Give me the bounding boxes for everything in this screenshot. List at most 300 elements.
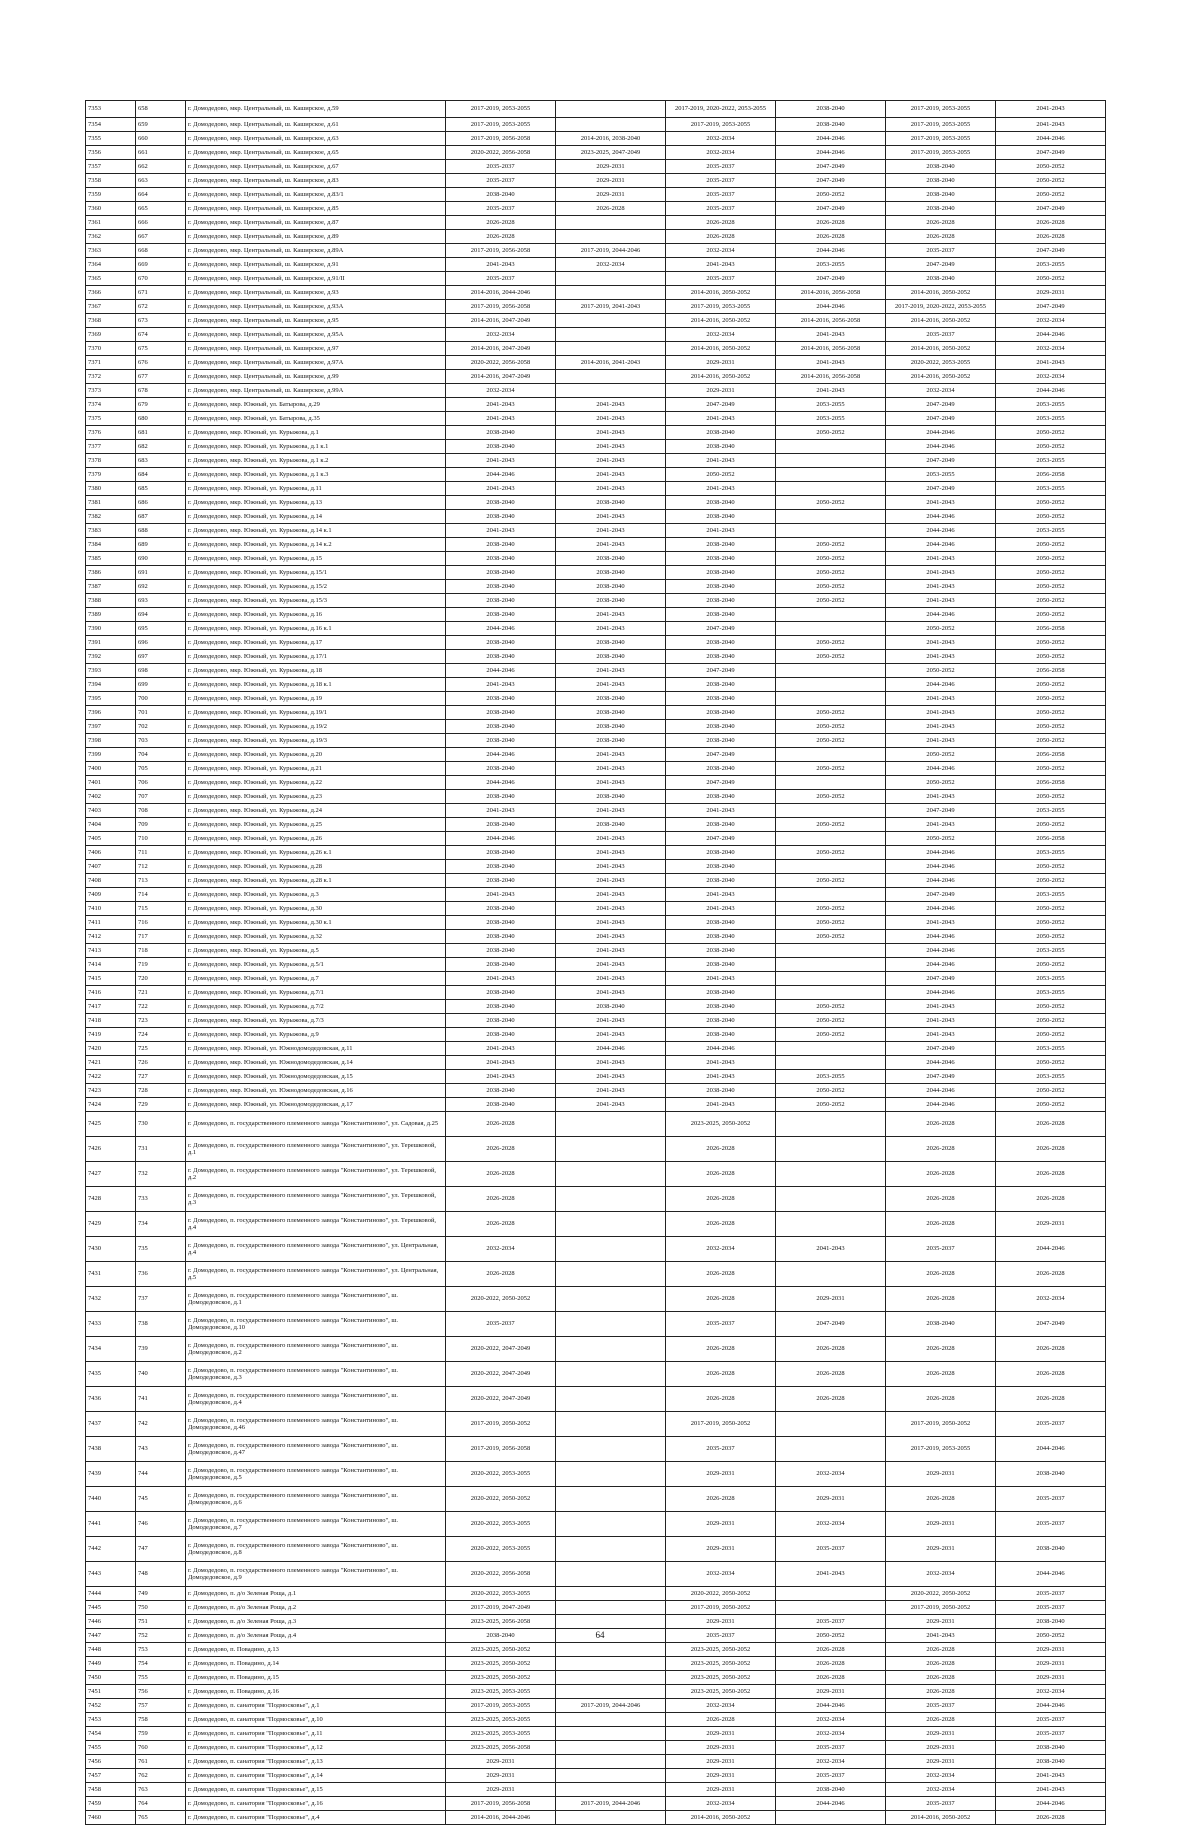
cell-period-2: 2041-2043 — [556, 748, 666, 762]
cell-period-6: 2047-2049 — [996, 300, 1106, 314]
cell-period-1: 2026-2028 — [446, 1187, 556, 1212]
cell-period-6: 2050-2052 — [996, 1000, 1106, 1014]
cell-address: г. Домодедово, мкр. Южный, ул. Курыжова, д.23 — [186, 790, 446, 804]
cell-period-6: 2050-2052 — [996, 818, 1106, 832]
cell-address: г. Домодедово, п. санатория "Подмосковье", д.14 — [186, 1769, 446, 1783]
cell-period-5: 2044-2046 — [886, 440, 996, 454]
cell-period-2: 2038-2040 — [556, 496, 666, 510]
cell-period-1: 2017-2019, 2047-2049 — [446, 1601, 556, 1615]
cell-row-number: 7433 — [86, 1312, 136, 1337]
cell-period-1: 2038-2040 — [446, 986, 556, 1000]
cell-address: г. Домодедово, мкр. Южный, ул. Курыжова, д.19/1 — [186, 706, 446, 720]
table-row — [86, 132, 1106, 146]
cell-period-4 — [776, 804, 886, 818]
table-row — [86, 272, 1106, 286]
cell-period-1: 2038-2040 — [446, 636, 556, 650]
cell-period-2: 2041-2043 — [556, 986, 666, 1000]
cell-period-6: 2053-2055 — [996, 258, 1106, 272]
cell-address: г. Домодедово, мкр. Центральный, ш. Каширское, д.65 — [186, 146, 446, 160]
cell-period-1: 2038-2040 — [446, 720, 556, 734]
cell-period-6: 2044-2046 — [996, 1562, 1106, 1587]
cell-row-number: 7377 — [86, 440, 136, 454]
cell-item-number: 737 — [136, 1287, 186, 1312]
table-row — [86, 566, 1106, 580]
cell-row-number: 7425 — [86, 1112, 136, 1137]
table-row — [86, 146, 1106, 160]
cell-row-number: 7362 — [86, 230, 136, 244]
cell-period-1: 2029-2031 — [446, 1769, 556, 1783]
cell-row-number: 7392 — [86, 650, 136, 664]
cell-address: г. Домодедово, мкр. Южный, ул. Курыжова, д.14 к.1 — [186, 524, 446, 538]
cell-period-3: 2038-2040 — [666, 440, 776, 454]
cell-item-number: 700 — [136, 692, 186, 706]
cell-item-number: 665 — [136, 202, 186, 216]
cell-period-4: 2047-2049 — [776, 174, 886, 188]
cell-period-1: 2044-2046 — [446, 664, 556, 678]
cell-period-4: 2014-2016, 2056-2058 — [776, 286, 886, 300]
cell-item-number: 721 — [136, 986, 186, 1000]
cell-address: г. Домодедово, мкр. Южный, ул. Курыжова, д.25 — [186, 818, 446, 832]
cell-period-4 — [776, 678, 886, 692]
cell-period-2 — [556, 272, 666, 286]
cell-period-6: 2050-2052 — [996, 188, 1106, 202]
table-row — [86, 524, 1106, 538]
cell-period-4: 2053-2055 — [776, 1070, 886, 1084]
cell-period-5: 2044-2046 — [886, 608, 996, 622]
cell-period-3: 2029-2031 — [666, 1537, 776, 1562]
cell-period-1: 2020-2022, 2047-2049 — [446, 1337, 556, 1362]
cell-row-number: 7380 — [86, 482, 136, 496]
cell-period-6: 2050-2052 — [996, 650, 1106, 664]
table-row — [86, 1437, 1106, 1462]
cell-period-2: 2029-2031 — [556, 188, 666, 202]
cell-row-number: 7459 — [86, 1797, 136, 1811]
cell-period-2: 2041-2043 — [556, 1084, 666, 1098]
cell-period-5: 2038-2040 — [886, 202, 996, 216]
cell-period-5: 2017-2019, 2050-2052 — [886, 1601, 996, 1615]
cell-item-number: 708 — [136, 804, 186, 818]
cell-item-number: 741 — [136, 1387, 186, 1412]
cell-item-number: 687 — [136, 510, 186, 524]
cell-period-5: 2014-2016, 2050-2052 — [886, 1811, 996, 1825]
cell-row-number: 7426 — [86, 1137, 136, 1162]
cell-period-1: 2038-2040 — [446, 538, 556, 552]
cell-period-6: 2053-2055 — [996, 454, 1106, 468]
cell-period-6: 2056-2058 — [996, 832, 1106, 846]
cell-period-3: 2014-2016, 2050-2052 — [666, 314, 776, 328]
cell-period-4 — [776, 1042, 886, 1056]
cell-address: г. Домодедово, п. государственного племенного завода "Константиново", ул. Терешковой, д.4 — [186, 1212, 446, 1237]
cell-period-1: 2023-2025, 2050-2052 — [446, 1643, 556, 1657]
cell-period-5: 2044-2046 — [886, 1098, 996, 1112]
cell-period-1: 2038-2040 — [446, 916, 556, 930]
cell-address: г. Домодедово, мкр. Центральный, ш. Каширское, д.83 — [186, 174, 446, 188]
cell-period-4 — [776, 958, 886, 972]
cell-item-number: 674 — [136, 328, 186, 342]
table-row — [86, 734, 1106, 748]
cell-period-3: 2038-2040 — [666, 720, 776, 734]
cell-period-1: 2038-2040 — [446, 1084, 556, 1098]
table-row — [86, 650, 1106, 664]
cell-period-6: 2053-2055 — [996, 804, 1106, 818]
cell-period-3: 2014-2016, 2050-2052 — [666, 286, 776, 300]
cell-period-1: 2026-2028 — [446, 1162, 556, 1187]
cell-period-6: 2050-2052 — [996, 608, 1106, 622]
cell-period-5: 2047-2049 — [886, 1070, 996, 1084]
cell-period-4: 2026-2028 — [776, 1643, 886, 1657]
table-row — [86, 412, 1106, 426]
cell-address: г. Домодедово, мкр. Южный, ул. Курыжова, д.26 к.1 — [186, 846, 446, 860]
cell-period-6: 2035-2037 — [996, 1512, 1106, 1537]
cell-period-6: 2029-2031 — [996, 1212, 1106, 1237]
cell-item-number: 736 — [136, 1262, 186, 1287]
cell-period-2 — [556, 1262, 666, 1287]
cell-period-2 — [556, 384, 666, 398]
cell-period-5: 2050-2052 — [886, 664, 996, 678]
cell-period-6: 2050-2052 — [996, 160, 1106, 174]
cell-period-3: 2032-2034 — [666, 244, 776, 258]
cell-period-6: 2050-2052 — [996, 692, 1106, 706]
cell-period-6: 2044-2046 — [996, 1699, 1106, 1713]
cell-period-5: 2038-2040 — [886, 272, 996, 286]
cell-period-4: 2044-2046 — [776, 1699, 886, 1713]
cell-period-6: 2026-2028 — [996, 1811, 1106, 1825]
cell-address: г. Домодедово, мкр. Южный, ул. Курыжова, д.26 — [186, 832, 446, 846]
cell-period-6: 2050-2052 — [996, 426, 1106, 440]
cell-address: г. Домодедово, мкр. Центральный, ш. Каширское, д.97 — [186, 342, 446, 356]
cell-period-5: 2047-2049 — [886, 888, 996, 902]
cell-period-4 — [776, 524, 886, 538]
cell-row-number: 7396 — [86, 706, 136, 720]
cell-item-number: 677 — [136, 370, 186, 384]
cell-period-1: 2017-2019, 2056-2058 — [446, 1437, 556, 1462]
cell-address: г. Домодедово, мкр. Южный, ул. Курыжова, д.11 — [186, 482, 446, 496]
cell-period-3: 2017-2019, 2020-2022, 2053-2055 — [666, 101, 776, 118]
cell-period-1: 2038-2040 — [446, 902, 556, 916]
cell-row-number: 7435 — [86, 1362, 136, 1387]
table-row — [86, 216, 1106, 230]
cell-period-1: 2023-2025, 2053-2055 — [446, 1685, 556, 1699]
cell-period-4 — [776, 1212, 886, 1237]
table-row — [86, 1783, 1106, 1797]
cell-row-number: 7410 — [86, 902, 136, 916]
cell-period-3: 2050-2052 — [666, 468, 776, 482]
cell-period-2 — [556, 118, 666, 132]
cell-period-6: 2038-2040 — [996, 1755, 1106, 1769]
cell-item-number: 715 — [136, 902, 186, 916]
cell-period-5: 2035-2037 — [886, 1797, 996, 1811]
cell-period-1: 2038-2040 — [446, 594, 556, 608]
cell-period-2: 2038-2040 — [556, 636, 666, 650]
cell-address: г. Домодедово, мкр. Центральный, ш. Каширское, д.95А — [186, 328, 446, 342]
cell-address: г. Домодедово, п. Повадино, д.16 — [186, 1685, 446, 1699]
cell-row-number: 7406 — [86, 846, 136, 860]
cell-period-6: 2038-2040 — [996, 1537, 1106, 1562]
cell-period-3: 2038-2040 — [666, 790, 776, 804]
cell-period-4: 2050-2052 — [776, 538, 886, 552]
cell-period-3: 2038-2040 — [666, 594, 776, 608]
cell-period-1: 2026-2028 — [446, 230, 556, 244]
cell-period-1: 2020-2022, 2050-2052 — [446, 1487, 556, 1512]
cell-period-2 — [556, 1713, 666, 1727]
cell-period-6: 2053-2055 — [996, 1042, 1106, 1056]
table-row — [86, 1643, 1106, 1657]
cell-row-number: 7453 — [86, 1713, 136, 1727]
table-row — [86, 230, 1106, 244]
cell-address: г. Домодедово, мкр. Южный, ул. Курыжова, д.30 к.1 — [186, 916, 446, 930]
cell-row-number: 7437 — [86, 1412, 136, 1437]
cell-period-5: 2029-2031 — [886, 1755, 996, 1769]
cell-item-number: 694 — [136, 608, 186, 622]
cell-period-3: 2038-2040 — [666, 1028, 776, 1042]
cell-period-4: 2050-2052 — [776, 650, 886, 664]
cell-row-number: 7360 — [86, 202, 136, 216]
cell-address: г. Домодедово, п. государственного племенного завода "Константиново", ш. Домодедовское, д.47 — [186, 1437, 446, 1462]
cell-period-4: 2026-2028 — [776, 216, 886, 230]
table-row — [86, 1042, 1106, 1056]
cell-period-4: 2047-2049 — [776, 202, 886, 216]
cell-item-number: 684 — [136, 468, 186, 482]
cell-period-5: 2017-2019, 2053-2055 — [886, 1437, 996, 1462]
cell-row-number: 7413 — [86, 944, 136, 958]
cell-period-5: 2026-2028 — [886, 216, 996, 230]
cell-period-4 — [776, 986, 886, 1000]
cell-address: г. Домодедово, п. д/о Зеленая Роща, д.4 — [186, 1629, 446, 1643]
cell-period-1: 2038-2040 — [446, 1028, 556, 1042]
cell-item-number: 745 — [136, 1487, 186, 1512]
cell-period-6: 2047-2049 — [996, 146, 1106, 160]
cell-period-1: 2044-2046 — [446, 832, 556, 846]
cell-item-number: 723 — [136, 1014, 186, 1028]
table-row — [86, 1797, 1106, 1811]
cell-period-3: 2020-2022, 2050-2052 — [666, 1587, 776, 1601]
cell-period-6: 2050-2052 — [996, 930, 1106, 944]
table-row — [86, 1769, 1106, 1783]
cell-period-6: 2050-2052 — [996, 1014, 1106, 1028]
cell-address: г. Домодедово, п. санатория "Подмосковье", д.1 — [186, 1699, 446, 1713]
table-row — [86, 818, 1106, 832]
cell-period-6: 2056-2058 — [996, 664, 1106, 678]
cell-period-1: 2038-2040 — [446, 608, 556, 622]
cell-period-5: 2032-2034 — [886, 1562, 996, 1587]
cell-row-number: 7358 — [86, 174, 136, 188]
cell-item-number: 707 — [136, 790, 186, 804]
cell-address: г. Домодедово, мкр. Центральный, ш. Каширское, д.63 — [186, 132, 446, 146]
cell-period-4: 2044-2046 — [776, 146, 886, 160]
cell-period-6: 2029-2031 — [996, 1671, 1106, 1685]
cell-period-6: 2026-2028 — [996, 1162, 1106, 1187]
cell-period-1: 2041-2043 — [446, 1056, 556, 1070]
cell-period-4: 2032-2034 — [776, 1512, 886, 1537]
cell-row-number: 7357 — [86, 160, 136, 174]
cell-period-5: 2044-2046 — [886, 930, 996, 944]
cell-period-3: 2026-2028 — [666, 1137, 776, 1162]
cell-period-4: 2047-2049 — [776, 160, 886, 174]
cell-period-1: 2032-2034 — [446, 384, 556, 398]
cell-period-1: 2041-2043 — [446, 258, 556, 272]
cell-address: г. Домодедово, мкр. Южный, ул. Курыжова, д.20 — [186, 748, 446, 762]
cell-period-6: 2032-2034 — [996, 1685, 1106, 1699]
cell-row-number: 7373 — [86, 384, 136, 398]
cell-period-4: 2050-2052 — [776, 496, 886, 510]
cell-period-4: 2050-2052 — [776, 1014, 886, 1028]
cell-period-3: 2035-2037 — [666, 188, 776, 202]
cell-period-2: 2041-2043 — [556, 538, 666, 552]
cell-period-6: 2035-2037 — [996, 1713, 1106, 1727]
cell-period-3: 2023-2025, 2050-2052 — [666, 1643, 776, 1657]
cell-row-number: 7458 — [86, 1783, 136, 1797]
cell-period-6: 2041-2043 — [996, 1783, 1106, 1797]
cell-period-3: 2026-2028 — [666, 1212, 776, 1237]
cell-period-6: 2032-2034 — [996, 1287, 1106, 1312]
cell-period-2 — [556, 216, 666, 230]
cell-period-4: 2035-2037 — [776, 1769, 886, 1783]
cell-period-4: 2044-2046 — [776, 132, 886, 146]
cell-period-4 — [776, 1112, 886, 1137]
cell-row-number: 7363 — [86, 244, 136, 258]
cell-row-number: 7446 — [86, 1615, 136, 1629]
cell-period-2: 2041-2043 — [556, 608, 666, 622]
cell-period-3: 2041-2043 — [666, 1098, 776, 1112]
cell-period-3: 2047-2049 — [666, 664, 776, 678]
table-row — [86, 398, 1106, 412]
cell-period-5: 2029-2031 — [886, 1512, 996, 1537]
table-row — [86, 804, 1106, 818]
cell-period-4 — [776, 1162, 886, 1187]
cell-period-1: 2041-2043 — [446, 398, 556, 412]
cell-address: г. Домодедово, мкр. Центральный, ш. Каширское, д.99А — [186, 384, 446, 398]
cell-period-5: 2047-2049 — [886, 412, 996, 426]
cell-address: г. Домодедово, мкр. Центральный, ш. Каширское, д.91 — [186, 258, 446, 272]
table-row — [86, 1562, 1106, 1587]
cell-address: г. Домодедово, мкр. Центральный, ш. Каширское, д.83/1 — [186, 188, 446, 202]
cell-period-1: 2041-2043 — [446, 482, 556, 496]
cell-address: г. Домодедово, мкр. Южный, ул. Южнодомодедовская, д.11 — [186, 1042, 446, 1056]
cell-period-5: 2026-2028 — [886, 1112, 996, 1137]
cell-period-4 — [776, 1412, 886, 1437]
table-row — [86, 1755, 1106, 1769]
cell-row-number: 7418 — [86, 1014, 136, 1028]
cell-period-3: 2038-2040 — [666, 916, 776, 930]
cell-period-6: 2050-2052 — [996, 594, 1106, 608]
cell-item-number: 688 — [136, 524, 186, 538]
cell-period-5: 2035-2037 — [886, 1237, 996, 1262]
cell-row-number: 7447 — [86, 1629, 136, 1643]
table-row — [86, 426, 1106, 440]
cell-row-number: 7456 — [86, 1755, 136, 1769]
cell-item-number: 664 — [136, 188, 186, 202]
cell-period-2 — [556, 1287, 666, 1312]
page-number: 64 — [595, 1630, 605, 1640]
cell-period-4: 2050-2052 — [776, 818, 886, 832]
table-row — [86, 1537, 1106, 1562]
cell-period-3: 2038-2040 — [666, 1000, 776, 1014]
cell-period-2 — [556, 370, 666, 384]
cell-address: г. Домодедово, мкр. Центральный, ш. Каширское, д.67 — [186, 160, 446, 174]
cell-period-3: 2029-2031 — [666, 356, 776, 370]
cell-period-3: 2047-2049 — [666, 748, 776, 762]
cell-address: г. Домодедово, п. государственного племенного завода "Константиново", ш. Домодедовское, д.4 — [186, 1387, 446, 1412]
cell-period-1: 2038-2040 — [446, 510, 556, 524]
cell-address: г. Домодедово, мкр. Южный, ул. Курыжова, д.1 к.2 — [186, 454, 446, 468]
cell-period-5: 2026-2028 — [886, 1657, 996, 1671]
cell-period-5: 2041-2043 — [886, 566, 996, 580]
cell-item-number: 686 — [136, 496, 186, 510]
cell-period-1: 2020-2022, 2047-2049 — [446, 1387, 556, 1412]
cell-period-5: 2029-2031 — [886, 1615, 996, 1629]
cell-address: г. Домодедово, мкр. Центральный, ш. Каширское, д.97А — [186, 356, 446, 370]
cell-period-4: 2050-2052 — [776, 580, 886, 594]
cell-row-number: 7368 — [86, 314, 136, 328]
cell-address: г. Домодедово, п. санатория "Подмосковье", д.13 — [186, 1755, 446, 1769]
table-row — [86, 384, 1106, 398]
cell-period-5: 2026-2028 — [886, 1387, 996, 1412]
table-row — [86, 1462, 1106, 1487]
table-row — [86, 1137, 1106, 1162]
cell-period-6: 2050-2052 — [996, 874, 1106, 888]
cell-period-2 — [556, 328, 666, 342]
cell-address: г. Домодедово, мкр. Южный, ул. Курыжова, д.13 — [186, 496, 446, 510]
cell-period-5: 2050-2052 — [886, 748, 996, 762]
cell-period-5: 2014-2016, 2050-2052 — [886, 314, 996, 328]
cell-item-number: 681 — [136, 426, 186, 440]
cell-item-number: 698 — [136, 664, 186, 678]
cell-row-number: 7414 — [86, 958, 136, 972]
cell-period-4: 2026-2028 — [776, 230, 886, 244]
cell-period-6: 2050-2052 — [996, 538, 1106, 552]
cell-address: г. Домодедово, п. государственного племенного завода "Константиново", ул. Терешковой, д.2 — [186, 1162, 446, 1187]
cell-item-number: 675 — [136, 342, 186, 356]
cell-period-6: 2053-2055 — [996, 1070, 1106, 1084]
cell-row-number: 7372 — [86, 370, 136, 384]
cell-period-3: 2047-2049 — [666, 832, 776, 846]
cell-address: г. Домодедово, мкр. Южный, ул. Батырова, д.29 — [186, 398, 446, 412]
cell-row-number: 7460 — [86, 1811, 136, 1825]
table-row — [86, 1287, 1106, 1312]
cell-period-4: 2050-2052 — [776, 916, 886, 930]
cell-row-number: 7382 — [86, 510, 136, 524]
cell-period-5: 2041-2043 — [886, 650, 996, 664]
cell-period-5: 2026-2028 — [886, 1212, 996, 1237]
table-row — [86, 1262, 1106, 1287]
cell-period-3: 2026-2028 — [666, 1713, 776, 1727]
cell-period-4: 2026-2028 — [776, 1671, 886, 1685]
cell-period-1: 2038-2040 — [446, 1629, 556, 1643]
cell-period-1: 2038-2040 — [446, 552, 556, 566]
cell-period-5: 2041-2043 — [886, 706, 996, 720]
cell-period-6: 2050-2052 — [996, 496, 1106, 510]
cell-period-3: 2038-2040 — [666, 608, 776, 622]
cell-period-1: 2023-2025, 2053-2055 — [446, 1713, 556, 1727]
table-row — [86, 1587, 1106, 1601]
cell-address: г. Домодедово, мкр. Центральный, ш. Каширское, д.93 — [186, 286, 446, 300]
cell-item-number: 717 — [136, 930, 186, 944]
cell-period-2: 2041-2043 — [556, 846, 666, 860]
cell-period-6: 2050-2052 — [996, 860, 1106, 874]
cell-item-number: 691 — [136, 566, 186, 580]
cell-period-3: 2026-2028 — [666, 1387, 776, 1412]
table-row — [86, 1671, 1106, 1685]
cell-period-4: 2053-2055 — [776, 258, 886, 272]
cell-address: г. Домодедово, мкр. Южный, ул. Курыжова, д.15 — [186, 552, 446, 566]
cell-period-1: 2041-2043 — [446, 972, 556, 986]
cell-item-number: 690 — [136, 552, 186, 566]
cell-period-4: 2050-2052 — [776, 566, 886, 580]
cell-address: г. Домодедово, мкр. Южный, ул. Курыжова, д.17/1 — [186, 650, 446, 664]
cell-period-1: 2038-2040 — [446, 734, 556, 748]
cell-item-number: 760 — [136, 1741, 186, 1755]
cell-period-4: 2050-2052 — [776, 734, 886, 748]
